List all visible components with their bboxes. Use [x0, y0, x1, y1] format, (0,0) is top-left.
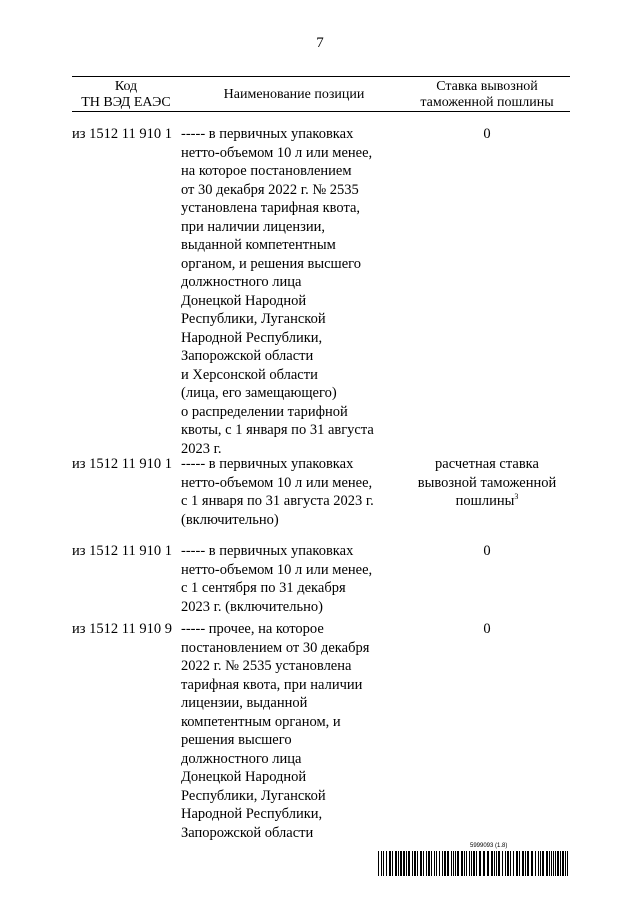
row-code: из 1512 11 910 1 — [72, 456, 172, 472]
name-line: с 1 сентября по 31 декабря — [181, 580, 346, 596]
header-name — [181, 87, 407, 103]
name-line: (включительно) — [181, 511, 279, 528]
name-line: Республики, Луганской — [181, 311, 326, 327]
header-code-line: ТН ВЭД ЕАЭС — [81, 95, 171, 110]
header-code-line: Код — [114, 79, 138, 94]
rate-line: 0 — [483, 126, 491, 142]
name-line: установлена тарифная квота, — [181, 200, 361, 216]
row-name — [181, 620, 407, 842]
name-line: ----- в первичных упаковках — [181, 456, 354, 472]
name-line: Донецкой Народной — [181, 769, 307, 785]
name-line: Народной Республики, — [181, 806, 323, 822]
rate-line: расчетная ставка — [435, 456, 539, 472]
row-name — [181, 542, 407, 616]
page-number: 7 — [316, 35, 324, 51]
row-name — [181, 125, 407, 458]
name-line: 2022 г. № 2535 установлена — [181, 658, 352, 674]
header-bottom-rule — [72, 111, 570, 112]
name-line: (лица, его замещающего) — [181, 385, 337, 401]
rate-line: вывозной таможенной — [417, 474, 557, 491]
header-rate-line: таможенной пошлины — [420, 95, 554, 110]
name-line: Республики, Луганской — [181, 787, 326, 804]
header-rate-line: Ставка вывозной — [436, 79, 538, 94]
name-line: компетентным органом, и — [181, 713, 341, 730]
name-line: решения высшего — [181, 732, 292, 748]
name-line: нетто-объемом 10 л или менее, — [181, 561, 373, 578]
name-line: органом, и решения высшего — [181, 255, 361, 272]
rate-line-with-footnote — [404, 492, 570, 511]
name-line: Народной Республики, — [181, 329, 323, 346]
row-code: из 1512 11 910 1 — [72, 126, 172, 142]
name-line: постановлением от 30 декабря — [181, 639, 370, 656]
name-line: должностного лица — [181, 750, 302, 767]
header-code — [72, 79, 180, 111]
row-rate — [404, 542, 570, 561]
name-line: на которое постановлением — [181, 163, 352, 179]
name-line: Запорожской области — [181, 824, 314, 841]
name-line: от 30 декабря 2022 г. № 2535 — [181, 181, 359, 198]
name-line: 2023 г. — [181, 440, 222, 457]
rate-line: пошлины — [455, 493, 515, 509]
name-line: 2023 г. (включительно) — [181, 598, 323, 615]
row-rate — [404, 125, 570, 144]
row-code: из 1512 11 910 1 — [72, 543, 172, 559]
name-line: Донецкой Народной — [181, 292, 307, 309]
name-line: при наличии лицензии, — [181, 218, 325, 235]
row-name — [181, 455, 407, 529]
rate-line: 0 — [483, 543, 491, 559]
name-line: Запорожской области — [181, 348, 314, 364]
name-line: квоты, с 1 января по 31 августа — [181, 422, 374, 438]
name-line: с 1 января по 31 августа 2023 г. — [181, 493, 374, 509]
name-line: о распределении тарифной — [181, 403, 348, 420]
document-stamp: 5999093 (1.8) — [470, 843, 508, 849]
row-rate — [404, 455, 570, 511]
name-line: нетто-объемом 10 л или менее, — [181, 474, 373, 491]
footnote-marker: 3 — [514, 492, 519, 502]
name-line: ----- прочее, на которое — [181, 621, 324, 637]
name-line: ----- в первичных упаковках — [181, 126, 354, 142]
header-rate — [404, 79, 570, 111]
name-line: выданной компетентным — [181, 237, 336, 253]
name-line: должностного лица — [181, 274, 302, 290]
name-line: лицензии, выданной — [181, 695, 308, 711]
row-code: из 1512 11 910 9 — [72, 621, 172, 637]
name-line: и Херсонской области — [181, 366, 318, 383]
name-line: ----- в первичных упаковках — [181, 543, 354, 559]
name-line: нетто-объемом 10 л или менее, — [181, 144, 373, 161]
barcode-image — [378, 851, 568, 876]
header-top-rule — [72, 76, 570, 77]
row-rate — [404, 620, 570, 639]
rate-line: 0 — [483, 621, 491, 637]
name-line: тарифная квота, при наличии — [181, 676, 363, 693]
header-name-line: Наименование позиции — [223, 87, 365, 102]
